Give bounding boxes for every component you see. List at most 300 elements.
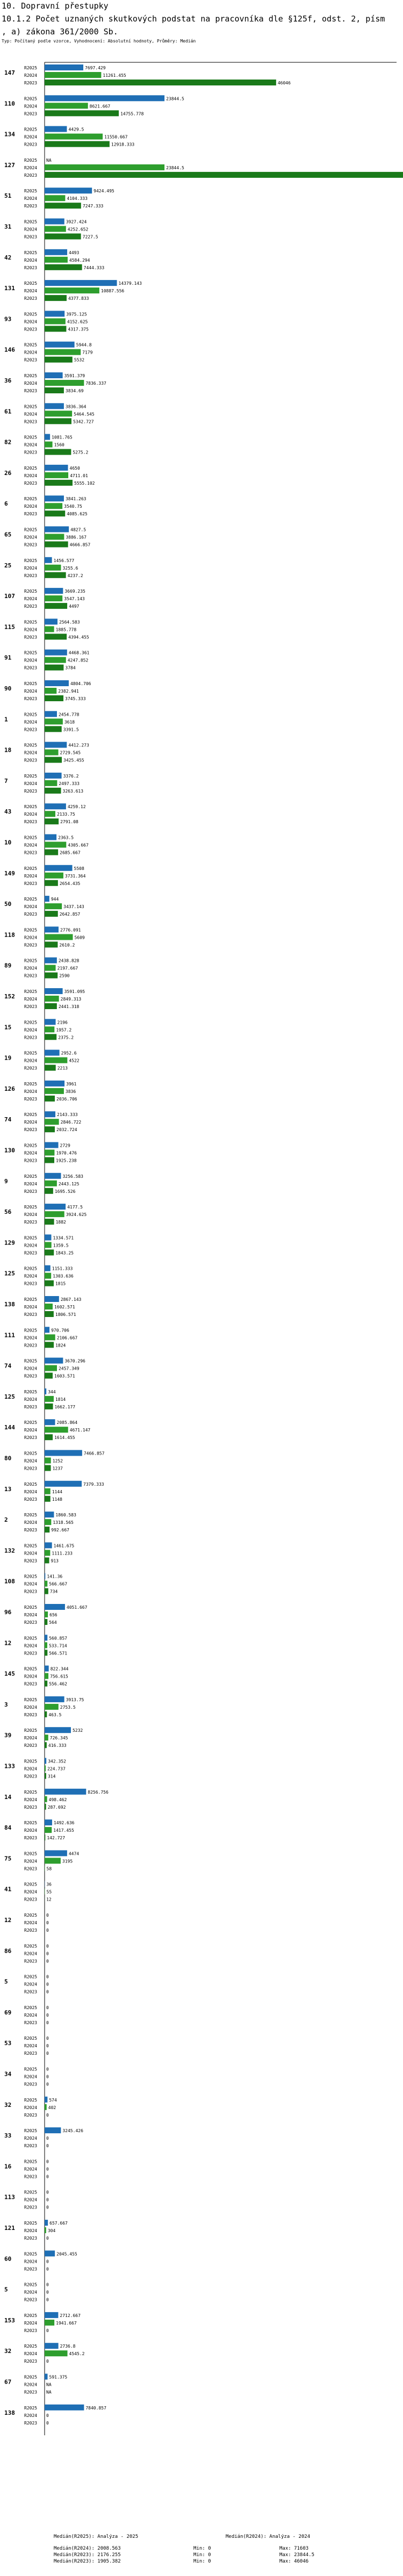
bar-value-label: 4497 (69, 604, 80, 609)
bar-value-label: 566.571 (49, 1651, 68, 1656)
bar (45, 626, 54, 632)
group-label: 25 (4, 562, 12, 569)
series-label: R2024 (24, 134, 38, 140)
series-label: R2025 (24, 465, 38, 471)
group-label: 16 (4, 2163, 12, 2170)
series-label: R2025 (24, 2313, 38, 2318)
bar-value-label: 4259.12 (67, 804, 86, 810)
bar (45, 2220, 48, 2226)
series-label: R2025 (24, 1328, 38, 1333)
bar-value-label: 4650 (69, 465, 80, 471)
series-label: R2025 (24, 2405, 38, 2410)
bar-value-label: 4152.625 (67, 319, 88, 325)
bar (45, 996, 59, 1002)
series-label: R2025 (24, 1112, 38, 1118)
group-label: 132 (4, 1547, 15, 1555)
bar (45, 1003, 57, 1009)
group-label: 131 (4, 285, 15, 292)
series-label: R2025 (24, 404, 38, 409)
bar-value-label: 498.462 (48, 1797, 67, 1802)
group-label: 1 (4, 716, 8, 723)
bar-value-label: 2791.08 (60, 819, 78, 825)
series-label: R2024 (24, 289, 38, 294)
bar (45, 1512, 54, 1517)
bar-value-label: 5532 (74, 357, 85, 363)
bar (45, 657, 66, 663)
bar-value-label: 0 (46, 2190, 49, 2195)
series-label: R2025 (24, 189, 38, 194)
bar-value-label: 3841.263 (65, 497, 87, 502)
series-label: R2023 (24, 2143, 38, 2149)
series-label: R2025 (24, 1543, 38, 1549)
bar (45, 1858, 61, 1863)
bar (45, 1327, 49, 1333)
bar (45, 1088, 64, 1094)
bar (45, 1419, 55, 1425)
footer-col3-line2: Max: 23844.5 (279, 2552, 315, 2558)
bar-value-label: 416.333 (48, 1743, 67, 1748)
series-label: R2025 (24, 558, 38, 563)
series-label: R2023 (24, 573, 38, 578)
series-label: R2023 (24, 2236, 38, 2241)
group-label: 43 (4, 808, 12, 816)
series-label: R2025 (24, 1728, 38, 1733)
bar-value-label: 2642.857 (59, 912, 81, 917)
bar-value-label: 4804.706 (70, 681, 91, 686)
series-label: R2024 (24, 873, 38, 879)
bar (45, 695, 63, 701)
series-label: R2023 (24, 1989, 38, 1995)
bar (45, 318, 66, 324)
series-label: R2024 (24, 2259, 38, 2264)
group-label: 115 (4, 623, 15, 631)
bar-value-label: 7836.337 (85, 381, 106, 386)
bar-value-label: 944 (51, 897, 59, 902)
series-label: R2023 (24, 696, 38, 701)
series-label: R2024 (24, 812, 38, 817)
series-label: R2023 (24, 1496, 38, 1502)
bar-value-label: 5232 (72, 1728, 83, 1733)
bar-value-label: 1334.571 (53, 1235, 74, 1241)
group-label: 6 (4, 500, 8, 508)
series-label: R2023 (24, 1066, 38, 1071)
group-label: 126 (4, 1085, 15, 1092)
bar (45, 926, 59, 932)
series-label: R2024 (24, 1428, 38, 1433)
bar-value-label: 0 (46, 2082, 49, 2087)
footer-col3-line1: Max: 71603 (279, 2546, 309, 2551)
series-label: R2025 (24, 2190, 38, 2195)
bar-value-label: NA (46, 157, 52, 163)
bar-value-label: 23844.5 (166, 165, 184, 170)
bar-value-label: 3391.5 (63, 727, 79, 732)
bar (45, 1766, 46, 1772)
bar-value-label: 5944.8 (76, 342, 92, 348)
series-label: R2024 (24, 2351, 38, 2357)
group-label: 152 (4, 993, 15, 1000)
series-label: R2025 (24, 958, 38, 963)
bar-value-label: 3924.625 (66, 1212, 87, 1218)
bar-value-label: 2729 (60, 1143, 70, 1148)
series-label: R2023 (24, 1836, 38, 1841)
series-label: R2024 (24, 1551, 38, 1556)
series-label: R2024 (24, 750, 38, 755)
bar-value-label: 3618 (64, 719, 75, 725)
bar (45, 1065, 56, 1071)
series-label: R2024 (24, 1613, 38, 1617)
bar (45, 1789, 86, 1795)
bar (45, 72, 101, 78)
bar-value-label: 2590 (59, 973, 70, 978)
series-label: R2023 (24, 1558, 38, 1564)
bar-value-label: 0 (46, 2359, 49, 2364)
bar-value-label: 0 (46, 2012, 49, 2018)
series-label: R2024 (24, 1212, 38, 1218)
bar-value-label: 0 (46, 2420, 49, 2426)
bar-value-label: 3591.379 (64, 373, 85, 378)
bar (45, 818, 59, 824)
bar-value-label: 3255.6 (62, 565, 78, 571)
bar (45, 2127, 61, 2133)
bar-value-label: 2196 (57, 1020, 68, 1025)
group-label: 130 (4, 1147, 15, 1154)
group-label: 12 (4, 1917, 12, 1924)
bar (45, 141, 110, 147)
series-label: R2023 (24, 419, 38, 424)
bar (45, 1427, 68, 1433)
group-label: 26 (4, 469, 12, 477)
series-label: R2024 (24, 1797, 38, 1802)
series-label: R2024 (24, 781, 38, 786)
bar (45, 1650, 47, 1656)
group-label: 107 (4, 593, 15, 600)
bar (45, 1388, 46, 1394)
series-label: R2024 (24, 1150, 38, 1156)
bar-value-label: 0 (46, 2043, 49, 2049)
series-label: R2024 (24, 2197, 38, 2203)
statistics-footer (0, 2525, 403, 2576)
group-label: 9 (4, 1177, 8, 1185)
bar (45, 1673, 48, 1679)
bar (45, 1034, 56, 1040)
bar-value-label: 10887.556 (100, 289, 125, 294)
bar-value-label: 2382.941 (58, 689, 79, 694)
bar-value-label: 2867.143 (60, 1297, 82, 1302)
bar (45, 1188, 53, 1194)
series-label: R2025 (24, 435, 38, 440)
series-label: R2023 (24, 1928, 38, 1933)
bar (45, 572, 66, 578)
group-label: 84 (4, 1824, 12, 1832)
bar-value-label: 4177.5 (67, 1205, 83, 1210)
group-label: 31 (4, 223, 12, 231)
bar-value-label: 2729.545 (60, 750, 81, 755)
group-label: 7 (4, 777, 8, 785)
series-label: R2023 (24, 327, 38, 332)
series-label: R2023 (24, 2297, 38, 2302)
series-label: R2024 (24, 1766, 38, 1772)
bar-value-label: 4827.5 (70, 527, 87, 533)
series-label: R2025 (24, 281, 38, 286)
series-label: R2024 (24, 196, 38, 202)
bar-value-label: 2032.724 (56, 1127, 77, 1133)
bar (45, 257, 68, 263)
bar (45, 2405, 84, 2410)
bar (45, 773, 62, 779)
bar (45, 172, 403, 178)
bar (45, 2320, 54, 2326)
series-label: R2024 (24, 1889, 38, 1895)
series-label: R2023 (24, 788, 38, 794)
series-label: R2024 (24, 1828, 38, 1833)
bar-value-label: 0 (46, 2197, 49, 2203)
bar-value-label: 3263.613 (62, 788, 84, 794)
series-label: R2023 (24, 2420, 38, 2426)
bar (45, 665, 63, 671)
bar (45, 434, 50, 440)
bar-value-label: 0 (46, 2259, 49, 2264)
series-label: R2024 (24, 565, 38, 571)
bar (45, 1465, 51, 1471)
series-label: R2024 (24, 442, 38, 448)
bar (45, 1666, 49, 1672)
bar (45, 1542, 52, 1548)
bar (45, 650, 67, 656)
series-label: R2024 (24, 1859, 38, 1864)
bar-value-label: 1614.455 (54, 1435, 75, 1441)
group-label: 138 (4, 2409, 15, 2416)
bar-value-label: 4252.652 (67, 227, 89, 232)
series-label: R2025 (24, 681, 38, 686)
series-label: R2025 (24, 1821, 38, 1826)
group-label: 121 (4, 2225, 15, 2232)
bar (45, 1635, 47, 1640)
bar (45, 2343, 59, 2349)
group-label: 50 (4, 901, 12, 908)
bar-value-label: 0 (46, 2143, 49, 2149)
group-label: 153 (4, 2316, 15, 2324)
bar (45, 1242, 52, 1248)
bar-value-label: 7247.333 (82, 204, 104, 209)
series-label: R2023 (24, 450, 38, 455)
series-label: R2025 (24, 1636, 38, 1641)
bar-value-label: 1359.5 (53, 1243, 69, 1248)
group-label: 146 (4, 346, 15, 354)
series-label: R2025 (24, 743, 38, 748)
series-label: R2023 (24, 758, 38, 763)
bar-value-label: 2363.5 (58, 835, 74, 840)
bar-value-label: 992.667 (51, 1528, 70, 1533)
bar (45, 1681, 47, 1687)
series-label: R2025 (24, 1205, 38, 1210)
bar-value-label: 0 (46, 2020, 49, 2025)
bar (45, 2250, 55, 2256)
series-label: R2024 (24, 1089, 38, 1094)
bar-value-label: 2736.8 (60, 2344, 76, 2349)
bar (45, 349, 81, 355)
bar-value-label: 8621.667 (89, 104, 111, 109)
bar-value-label: 3975.125 (66, 312, 87, 317)
bar (45, 1827, 52, 1833)
bar (45, 718, 63, 724)
footer-col2-line1: Medián(R2024): Analýza - 2024 (226, 2534, 311, 2539)
bar-value-label: 3195 (62, 1859, 73, 1864)
bar (45, 226, 66, 232)
bar-value-label: 1237 (52, 1466, 63, 1471)
series-label: R2025 (24, 712, 38, 717)
bar (45, 1081, 64, 1086)
bar-value-label: 7444.333 (83, 265, 105, 270)
bar (45, 880, 58, 886)
bar (45, 1157, 54, 1163)
bar (45, 757, 62, 763)
bar-value-label: 2045.455 (56, 2251, 77, 2257)
bar-value-label: 1151.333 (52, 1266, 73, 1271)
series-label: R2024 (24, 319, 38, 325)
series-label: R2023 (24, 111, 38, 117)
bar-value-label: 0 (46, 1928, 49, 1933)
series-label: R2023 (24, 850, 38, 855)
group-label: 5 (4, 1978, 8, 1985)
bar-value-label: 1970.476 (56, 1150, 77, 1156)
bar (45, 1249, 54, 1255)
bar (45, 203, 81, 208)
bar-value-label: 591.375 (49, 2374, 68, 2380)
bar (45, 1550, 50, 1556)
bar-value-label: 46046 (277, 81, 291, 85)
footer-col3-line3: Max: 46046 (279, 2559, 309, 2564)
bar-value-label: 1885.778 (55, 627, 77, 632)
series-label: R2025 (24, 1574, 38, 1579)
bar-value-label: 224.737 (47, 1766, 66, 1772)
bar-value-label: 3547.143 (64, 596, 85, 602)
bar-value-label: 822.344 (50, 1666, 69, 1672)
series-label: R2025 (24, 2251, 38, 2257)
series-label: R2025 (24, 897, 38, 902)
series-label: R2023 (24, 912, 38, 917)
bar-value-label: 756.615 (50, 1674, 68, 1679)
bar (45, 1588, 48, 1594)
bar (45, 1219, 54, 1225)
bar (45, 1373, 53, 1379)
bar (45, 1111, 55, 1117)
series-label: R2024 (24, 1643, 38, 1649)
bar (45, 342, 75, 348)
series-label: R2025 (24, 2128, 38, 2134)
bar-value-label: 2849.313 (60, 997, 82, 1002)
group-label: 14 (4, 1793, 12, 1801)
bar-value-label: 342.352 (48, 1759, 66, 1764)
bar-value-label: 7227.5 (82, 234, 98, 240)
bar (45, 1850, 67, 1856)
bar (45, 1396, 54, 1402)
bar-value-label: 1695.526 (54, 1189, 76, 1194)
series-label: R2025 (24, 1697, 38, 1702)
group-label: 147 (4, 69, 15, 76)
bar (45, 264, 82, 270)
series-label: R2025 (24, 2067, 38, 2072)
bar-value-label: NA (46, 2382, 52, 2387)
bar (45, 834, 56, 840)
series-label: R2024 (24, 2136, 38, 2141)
group-label: 129 (4, 1239, 15, 1247)
bar-value-label: 0 (46, 2067, 49, 2072)
bar (45, 1404, 53, 1409)
bar-value-label: 1081.765 (52, 435, 73, 440)
bar (45, 1019, 56, 1025)
bar-value-label: 4711.01 (70, 473, 88, 478)
series-label: R2023 (24, 635, 38, 640)
bar (45, 1273, 51, 1279)
bar-value-label: 3425.455 (63, 758, 84, 763)
series-label: R2024 (24, 1920, 38, 1925)
bar-value-label: 0 (46, 2167, 49, 2172)
bar-value-label: 4247.852 (67, 658, 89, 663)
bar (45, 680, 69, 686)
series-label: R2024 (24, 412, 38, 417)
bar (45, 465, 68, 471)
bar-value-label: 657.667 (49, 2221, 68, 2226)
series-label: R2023 (24, 1712, 38, 1717)
series-label: R2024 (24, 2382, 38, 2387)
series-label: R2025 (24, 1513, 38, 1518)
group-label: 51 (4, 192, 12, 200)
bar (45, 1311, 54, 1317)
series-label: R2023 (24, 265, 38, 270)
series-label: R2025 (24, 2221, 38, 2226)
bar-value-label: 14755.778 (120, 111, 144, 117)
bar (45, 326, 66, 332)
group-label: 89 (4, 962, 12, 969)
bar-value-label: 7179 (82, 350, 93, 355)
bar (45, 1773, 46, 1779)
series-label: R2024 (24, 966, 38, 971)
bar (45, 1604, 65, 1610)
bar (45, 534, 64, 540)
bar-value-label: 141.36 (47, 1574, 63, 1579)
series-label: R2023 (24, 819, 38, 825)
series-label: R2023 (24, 2205, 38, 2210)
bar-value-label: 4671.147 (69, 1428, 91, 1433)
bar-value-label: 1957.2 (56, 1027, 72, 1033)
bar-value-label: 2106.667 (56, 1335, 78, 1341)
series-label: R2023 (24, 142, 38, 147)
bar-value-label: 4051.667 (66, 1605, 88, 1610)
bar-value-label: 3437.143 (63, 904, 84, 910)
bar-value-label: 1662.177 (54, 1404, 76, 1409)
bar-value-label: 0 (46, 2266, 49, 2272)
series-label: R2025 (24, 96, 38, 102)
series-label: R2024 (24, 719, 38, 725)
series-label: R2024 (24, 689, 38, 694)
bar-value-label: 1941.667 (56, 2320, 77, 2326)
bar (45, 1026, 54, 1032)
bar-value-label: 4412.273 (68, 743, 89, 748)
series-label: R2023 (24, 204, 38, 209)
bar (45, 1450, 82, 1456)
series-label: R2024 (24, 2290, 38, 2295)
series-label: R2025 (24, 1297, 38, 1302)
series-label: R2023 (24, 296, 38, 301)
bar (45, 1819, 52, 1825)
bar-value-label: 4237.2 (67, 573, 83, 578)
bar-value-label: 1814 (55, 1397, 66, 1402)
bar-value-label: 4085.625 (67, 512, 88, 517)
series-label: R2024 (24, 2105, 38, 2110)
bar-value-label: 7379.333 (83, 1481, 104, 1487)
bar-value-label: 2610.2 (59, 942, 75, 948)
bar-value-label: 913 (51, 1558, 59, 1564)
